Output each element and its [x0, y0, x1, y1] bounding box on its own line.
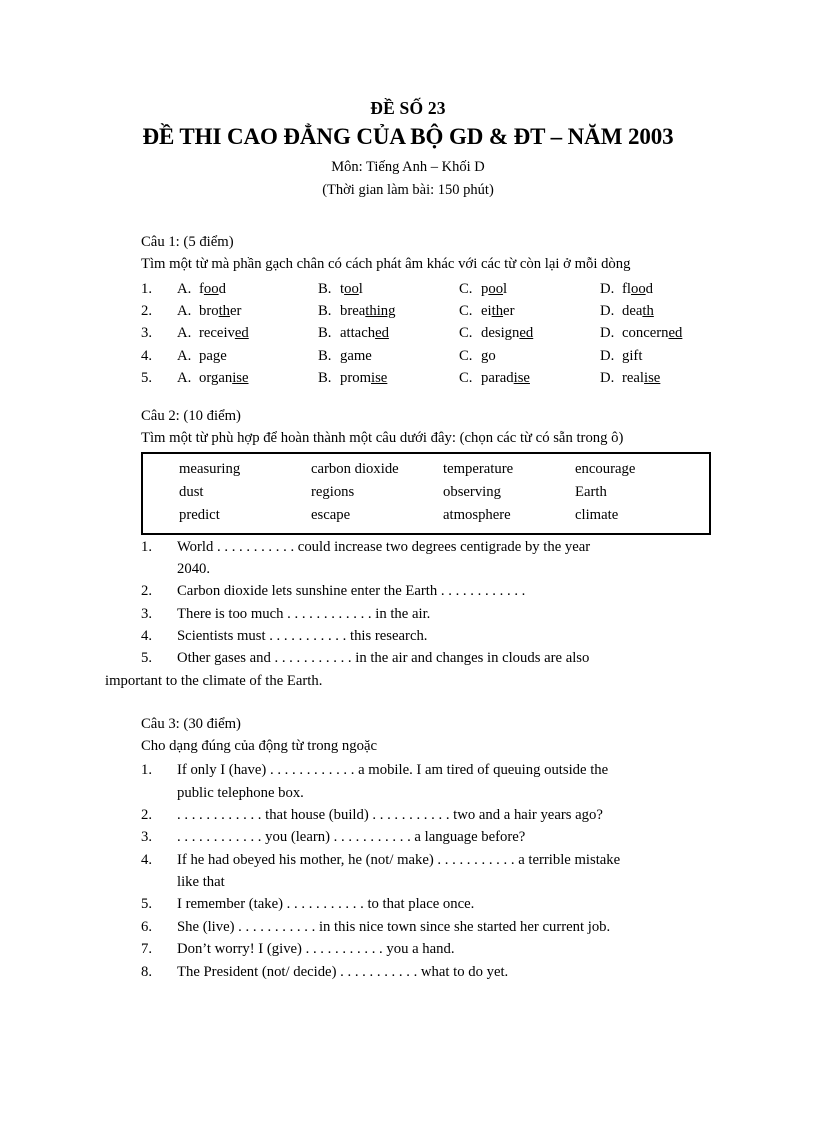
mc-option-word [199, 345, 227, 367]
mc-option-word [340, 367, 387, 389]
mc-option[interactable] [318, 367, 459, 389]
word-prefix: attach [340, 325, 376, 342]
list-item-line: If he had obeyed his mother, he (not/ make) . . . . . . . . . . . a terrible mistake [177, 851, 621, 868]
word-bank-row [143, 481, 709, 504]
list-item-line: . . . . . . . . . . . . that house (build) . . . . . . . . . . . two and a hair years ago? [177, 807, 603, 824]
mc-row-number: 5. [141, 370, 153, 387]
word-underlined-part: ise [513, 370, 530, 387]
list-item-number: 2. [141, 583, 153, 600]
word-suffix: ame [347, 347, 372, 364]
list-item-continuation: important to the climate of the Earth. [105, 672, 323, 689]
word-underlined-part: g [622, 347, 630, 364]
list-item-text [177, 916, 711, 938]
word-underlined-part: g [212, 347, 221, 364]
list-item-row [141, 580, 711, 602]
list-item-row [141, 759, 711, 804]
mc-option-label: B. [318, 302, 332, 319]
word-underlined-part: oo [203, 280, 219, 297]
mc-option-label: C. [459, 302, 473, 319]
word-bank-word[interactable]: atmosphere [443, 507, 511, 524]
mc-option-label: C. [459, 370, 473, 387]
word-prefix: organ [199, 370, 233, 387]
list-item-text [177, 759, 711, 804]
mc-option[interactable] [318, 300, 459, 322]
word-bank-row [143, 458, 709, 481]
list-item [141, 804, 711, 826]
list-item-number: 1. [141, 538, 153, 555]
word-underlined-part: ise [371, 370, 388, 387]
mc-option[interactable] [600, 345, 741, 367]
mc-option[interactable] [459, 322, 600, 344]
word-bank-word[interactable]: escape [311, 507, 351, 524]
question-3-heading: Câu 3: (30 điểm) [141, 715, 241, 732]
word-prefix: pa [199, 347, 213, 364]
mc-option[interactable] [600, 300, 741, 322]
list-item-line: Other gases and . . . . . . . . . . . in the air and changes in clouds are also [177, 650, 590, 667]
mc-option-label: A. [177, 325, 192, 342]
list-item-row [141, 647, 711, 669]
mc-row-number: 2. [141, 302, 153, 319]
list-item-continuation: public telephone box. [177, 784, 304, 801]
word-prefix: bro [199, 302, 219, 319]
list-item-line: If only I (have) . . . . . . . . . . . . a mobile. I am tired of queuing outside the [177, 762, 609, 779]
question-2-heading: Câu 2: (10 điểm) [141, 408, 241, 425]
mc-option-word [622, 300, 654, 322]
mc-option[interactable] [600, 367, 741, 389]
list-item-line: She (live) . . . . . . . . . . . in this nice town since she started her current job. [177, 918, 611, 935]
list-item-line: Scientists must . . . . . . . . . . . this research. [177, 627, 428, 644]
list-item [141, 893, 711, 915]
list-item [141, 759, 711, 804]
question-3-instruction: Cho dạng đúng của động từ trong ngoặc [141, 737, 377, 754]
mc-option[interactable] [600, 278, 741, 300]
list-item-row [141, 893, 711, 915]
word-prefix: brea [340, 302, 366, 319]
list-item [141, 536, 711, 581]
list-item-row [141, 961, 711, 983]
list-item-row [141, 826, 711, 848]
list-item-line: World . . . . . . . . . . . could increase two degrees centigrade by the year [177, 538, 591, 555]
mc-option-word [481, 278, 507, 300]
word-suffix: l [503, 280, 508, 297]
list-item [141, 961, 711, 983]
mc-option[interactable] [459, 300, 600, 322]
list-item [141, 916, 711, 938]
word-bank-word[interactable]: predict [179, 507, 220, 524]
mc-option-label: B. [318, 347, 332, 364]
mc-option-label: D. [600, 325, 615, 342]
mc-option[interactable] [459, 367, 600, 389]
question-3-item-list [141, 759, 711, 982]
list-item-number: 2. [141, 807, 153, 824]
word-underlined-part: th [218, 302, 231, 319]
word-prefix: parad [481, 370, 514, 387]
list-item-line: Don’t worry! I (give) . . . . . . . . . . . you a hand. [177, 941, 455, 958]
mc-row [141, 322, 711, 344]
list-item-row [141, 625, 711, 647]
word-underlined-part: thing [365, 302, 396, 319]
question-2-instruction: Tìm một từ phù hợp để hoàn thành một câu dưới đây: (chọn các từ có sẵn trong ô) [141, 430, 624, 447]
document-code: ĐỀ SỐ 23 [370, 98, 446, 118]
mc-option-label: D. [600, 280, 615, 297]
mc-option-label: C. [459, 325, 473, 342]
spacer [141, 389, 711, 406]
list-item-continuation: 2040. [177, 560, 211, 577]
mc-option-label: A. [177, 347, 192, 364]
mc-option-word [199, 300, 241, 322]
word-underlined-part: oo [344, 280, 359, 297]
mc-option[interactable] [177, 345, 318, 367]
list-item-number: 3. [141, 605, 153, 622]
word-bank-word[interactable]: Earth [575, 484, 607, 501]
word-underlined-part: ise [644, 370, 661, 387]
mc-option-label: B. [318, 280, 332, 297]
mc-row-number: 4. [141, 347, 153, 364]
word-bank-row [143, 504, 709, 527]
list-item-text [177, 938, 711, 960]
mc-option-label: B. [318, 370, 332, 387]
question-1-heading: Câu 1: (5 điểm) [141, 234, 234, 251]
word-underlined-part: ed [668, 325, 683, 342]
list-item-text [177, 647, 711, 669]
page-title: ĐỀ THI CAO ĐẲNG CỦA BỘ GD & ĐT – NĂM 2003 [142, 124, 674, 150]
list-item-number: 5. [141, 896, 153, 913]
word-underlined-part: ed [375, 325, 389, 342]
word-bank-word[interactable]: climate [575, 507, 619, 524]
word-prefix: f [199, 280, 204, 297]
mc-option[interactable] [318, 322, 459, 344]
word-suffix: er [230, 302, 242, 319]
word-prefix: receiv [199, 325, 235, 342]
mc-option-word [622, 278, 653, 300]
mc-option-label: C. [459, 347, 473, 364]
list-item-number: 1. [141, 762, 153, 779]
word-underlined-part: ed [234, 325, 249, 342]
mc-row-number: 3. [141, 325, 153, 342]
mc-option-label: D. [600, 347, 615, 364]
word-prefix: real [622, 370, 645, 387]
word-underlined-part: ise [232, 370, 249, 387]
list-item-number: 5. [141, 650, 153, 667]
mc-option[interactable] [318, 278, 459, 300]
word-suffix: er [503, 302, 515, 319]
list-item-number: 8. [141, 963, 153, 980]
question-2-item-list [105, 536, 711, 692]
word-prefix: p [481, 280, 489, 297]
list-item-text [177, 804, 711, 826]
mc-option-word [481, 322, 533, 344]
list-item-row [141, 916, 711, 938]
list-item-continuation: like that [177, 874, 225, 891]
list-item-row [141, 536, 711, 581]
mc-option[interactable] [600, 322, 741, 344]
word-prefix: design [481, 325, 520, 342]
list-item-line: There is too much . . . . . . . . . . . . in the air. [177, 605, 431, 622]
list-item-number: 4. [141, 627, 153, 644]
list-item [141, 826, 711, 848]
list-item-text [177, 961, 711, 983]
word-underlined-part: th [642, 302, 654, 319]
mc-option-label: D. [600, 302, 615, 319]
mc-option[interactable] [318, 345, 459, 367]
list-item-line: The President (not/ decide) . . . . . . . . . . . what to do yet. [177, 963, 509, 980]
list-item-line: Carbon dioxide lets sunshine enter the Earth . . . . . . . . . . . . [177, 583, 526, 600]
word-bank-word[interactable]: temperature [443, 460, 514, 477]
list-item-row [141, 849, 711, 894]
mc-option-label: A. [177, 280, 192, 297]
document-body [105, 232, 711, 983]
list-item [141, 625, 711, 647]
word-bank-word[interactable]: encourage [575, 460, 636, 477]
list-item-row [141, 804, 711, 826]
word-underlined-part: oo [630, 280, 646, 297]
mc-option-label: A. [177, 370, 192, 387]
word-suffix: d [218, 280, 226, 297]
list-item-number: 3. [141, 829, 153, 846]
list-item-row [141, 603, 711, 625]
word-bank-word[interactable]: regions [311, 484, 355, 501]
list-item [141, 603, 711, 625]
document-subject: Môn: Tiếng Anh – Khối D [331, 159, 485, 176]
list-item [141, 580, 711, 602]
mc-option[interactable] [177, 278, 318, 300]
mc-option[interactable] [177, 322, 318, 344]
word-bank-word[interactable]: carbon dioxide [311, 460, 399, 477]
mc-option-word [199, 322, 249, 344]
mc-option-label: C. [459, 280, 473, 297]
mc-option[interactable] [177, 300, 318, 322]
word-suffix: ift [629, 347, 643, 364]
mc-option-word [622, 367, 660, 389]
mc-row [141, 367, 711, 389]
list-item-text [177, 625, 711, 647]
word-bank-word[interactable]: dust [179, 484, 204, 501]
word-suffix: d [645, 280, 654, 297]
document-header [0, 0, 816, 200]
word-suffix: l [358, 280, 363, 297]
list-item [141, 938, 711, 960]
question-1-instruction: Tìm một từ mà phần gạch chân có cách phát âm khác với các từ còn lại ở mỗi dòng [141, 255, 631, 272]
document-duration: (Thời gian làm bài: 150 phút) [322, 181, 494, 198]
mc-option-word [481, 300, 514, 322]
list-item-number: 7. [141, 941, 153, 958]
mc-option-word [340, 322, 389, 344]
word-prefix: prom [340, 370, 372, 387]
word-underlined-part: g [481, 347, 489, 364]
list-item-row [141, 938, 711, 960]
word-bank-box [141, 452, 711, 535]
mc-row [141, 300, 711, 322]
mc-option-word [481, 345, 496, 367]
mc-option-word [199, 367, 249, 389]
mc-option[interactable] [459, 345, 600, 367]
mc-option-word [622, 322, 682, 344]
word-prefix: dea [622, 302, 643, 319]
word-underlined-part: g [340, 347, 348, 364]
question-1-section [141, 232, 711, 389]
word-underlined-part: ed [519, 325, 534, 342]
word-prefix: fl [622, 280, 631, 297]
mc-option-word [481, 367, 530, 389]
question-2-section [105, 406, 711, 692]
list-item [105, 647, 711, 692]
mc-row [141, 278, 711, 300]
mc-option-label: B. [318, 325, 332, 342]
mc-option-word [199, 278, 226, 300]
word-prefix: t [340, 280, 345, 297]
spacer [141, 692, 711, 714]
mc-option-word [340, 345, 372, 367]
mc-option[interactable] [177, 367, 318, 389]
list-item-text [177, 580, 711, 602]
question-1-option-grid [141, 278, 711, 390]
list-item-text [177, 849, 711, 894]
mc-row-number: 1. [141, 280, 153, 297]
mc-row [141, 345, 711, 367]
list-item-text [177, 603, 711, 625]
list-item-text [177, 536, 711, 581]
word-bank-word[interactable]: observing [443, 484, 501, 501]
word-bank-word[interactable]: measuring [179, 460, 241, 477]
mc-option[interactable] [459, 278, 600, 300]
word-suffix: e [220, 347, 227, 364]
word-suffix: o [488, 347, 496, 364]
list-item-number: 4. [141, 851, 153, 868]
list-item-text [177, 826, 711, 848]
list-item-line: . . . . . . . . . . . . you (learn) . . . . . . . . . . . a language before? [177, 829, 526, 846]
mc-option-word [340, 278, 363, 300]
mc-option-label: D. [600, 370, 615, 387]
word-prefix: ei [481, 302, 492, 319]
list-item-text [177, 893, 711, 915]
list-item [141, 849, 711, 894]
mc-option-word [340, 300, 395, 322]
word-prefix: concern [622, 325, 669, 342]
list-item-line: I remember (take) . . . . . . . . . . . to that place once. [177, 896, 475, 913]
word-underlined-part: th [491, 302, 504, 319]
word-underlined-part: oo [488, 280, 504, 297]
question-3-section [141, 714, 711, 983]
mc-option-word [622, 345, 642, 367]
mc-option-label: A. [177, 302, 192, 319]
list-item-number: 6. [141, 918, 153, 935]
